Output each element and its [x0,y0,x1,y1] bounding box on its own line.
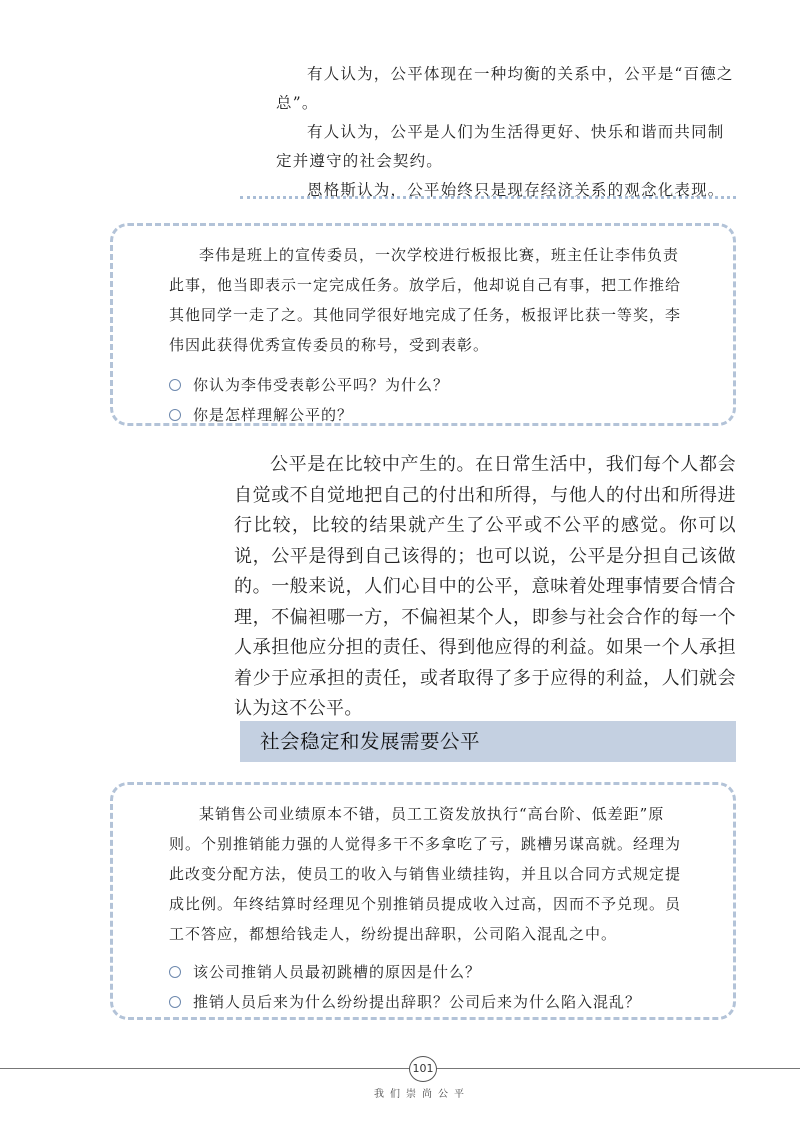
case-box-1 [110,223,736,426]
main-body-text [234,450,736,725]
footer-title: 我们崇尚公平 [374,1089,470,1100]
quote-paragraph: 有人认为，公平是人们为生活得更好、快乐和谐而共同制定并遵守的社会契约。 [276,123,725,170]
question-item [169,957,691,987]
question-text: 你是怎样理解公平的？ [193,406,354,424]
question-list [169,957,691,1017]
quote-paragraph: 有人认为，公平体现在一种均衡的关系中，公平是“百德之总”。 [276,65,734,112]
question-item [169,987,691,1017]
question-text: 该公司推销人员最初跳槽的原因是什么？ [193,963,482,981]
question-text: 推销人员后来为什么纷纷提出辞职？公司后来为什么陷入混乱？ [193,993,642,1011]
section-heading: 社会稳定和发展需要公平 [240,721,736,762]
body-paragraph: 公平是在比较中产生的。在日常生活中，我们每个人都会自觉或不自觉地把自己的付出和所得，与他人的付出和所得进行比较，比较的结果就产生了公平或不公平的感觉。你可以说，公平是得到自己该得的；也可以说，公平是分担自己该做的。一般来说，人们心目中的公平，意味着处理事情要合情合理，不偏袒哪一方，不偏袒某个人，即参与社会合作的每一个人承担他应分担的责任、得到他应得的利益。如果一个人承担着少于应承担的责任，或者取得了多于应得的利益，人们就会认为这不公平。 [234,454,736,719]
quote-paragraph: 恩格斯认为，公平始终只是现存经济关系的观念化表现。 [307,181,725,199]
dotted-divider [240,196,736,199]
question-item [169,370,691,400]
case-text: 李伟是班上的宣传委员，一次学校进行板报比赛，班主任让李伟负责此事，他当即表示一定完成任务。放学后，他却说自己有事，把工作推给其他同学一走了之。其他同学很好地完成了任务，板报评比获一等奖，李伟因此获得优秀宣传委员的称号，受到表彰。 [169,246,682,354]
circle-bullet-icon [169,409,181,421]
question-item [169,400,691,430]
footer-rule [0,1068,800,1069]
question-text: 你认为李伟受表彰公平吗？为什么？ [193,376,450,394]
circle-bullet-icon [169,996,181,1008]
page-number: 101 [409,1056,437,1082]
case-box-2 [110,782,736,1020]
question-list [169,370,691,430]
circle-bullet-icon [169,966,181,978]
circle-bullet-icon [169,379,181,391]
case-text: 某销售公司业绩原本不错，员工工资发放执行“高台阶、低差距”原则。个别推销能力强的人觉得多干不多拿吃了亏，跳槽另谋高就。经理为此改变分配方法，使员工的收入与销售业绩挂钩，并且以合同方式规定提成比例。年终结算时经理见个别推销员提成收入过高，因而不予兑现。员工不答应，都想给钱走人，纷纷提出辞职，公司陷入混乱之中。 [169,805,682,943]
quotes-block [276,60,734,205]
